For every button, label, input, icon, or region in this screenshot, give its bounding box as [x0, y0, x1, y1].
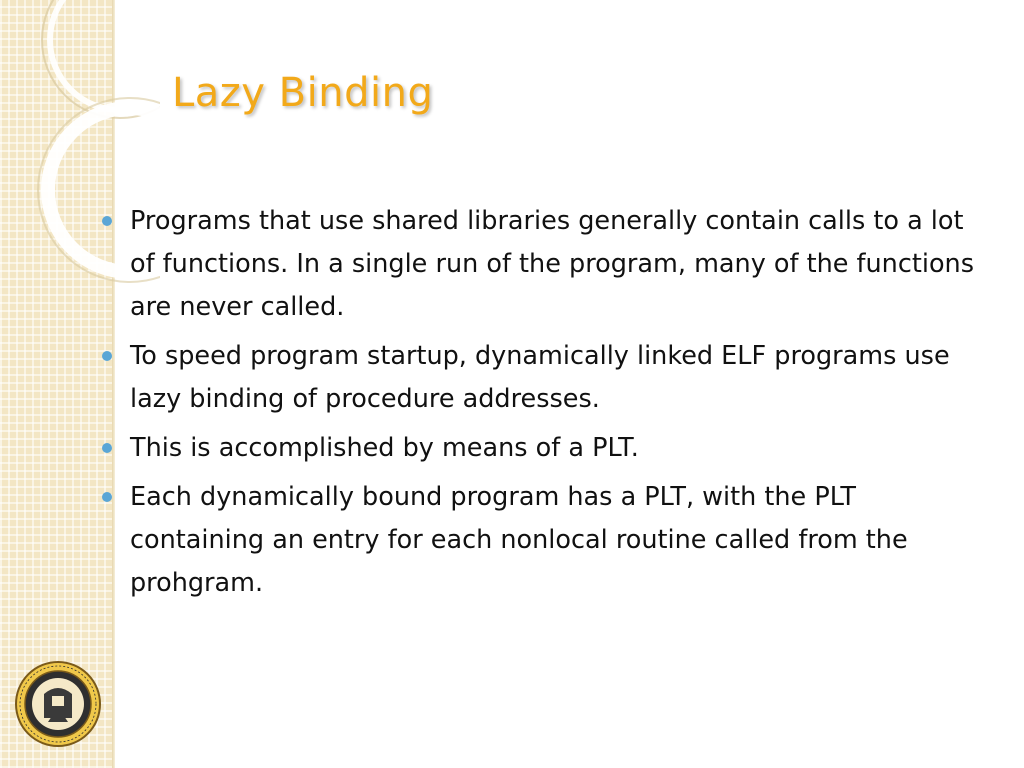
arc-top-outline [42, 0, 160, 118]
bullet-text: Programs that use shared libraries generally contain calls to a lot of functions. In a single run of the program, many of the functions are never called. [130, 206, 974, 322]
bullet-text: To speed program startup, dynamically linked ELF programs use lazy binding of procedure addresses. [130, 341, 950, 414]
bullet-icon [102, 351, 112, 361]
bullet-item [100, 200, 980, 329]
bullet-item [100, 476, 980, 605]
slide-title: Lazy Binding [172, 70, 434, 116]
bullet-item [100, 335, 980, 421]
bullet-icon [102, 492, 112, 502]
bullet-text: Each dynamically bound program has a PLT, with the PLT containing an entry for each nonlocal routine called from the prohgram. [130, 482, 908, 598]
bullet-list [100, 200, 980, 611]
institution-seal-logo [14, 660, 102, 748]
bullet-text: This is accomplished by means of a PLT. [130, 433, 639, 463]
bullet-icon [102, 216, 112, 226]
arc-top [50, 0, 160, 110]
bullet-icon [102, 443, 112, 453]
bullet-item [100, 427, 980, 470]
